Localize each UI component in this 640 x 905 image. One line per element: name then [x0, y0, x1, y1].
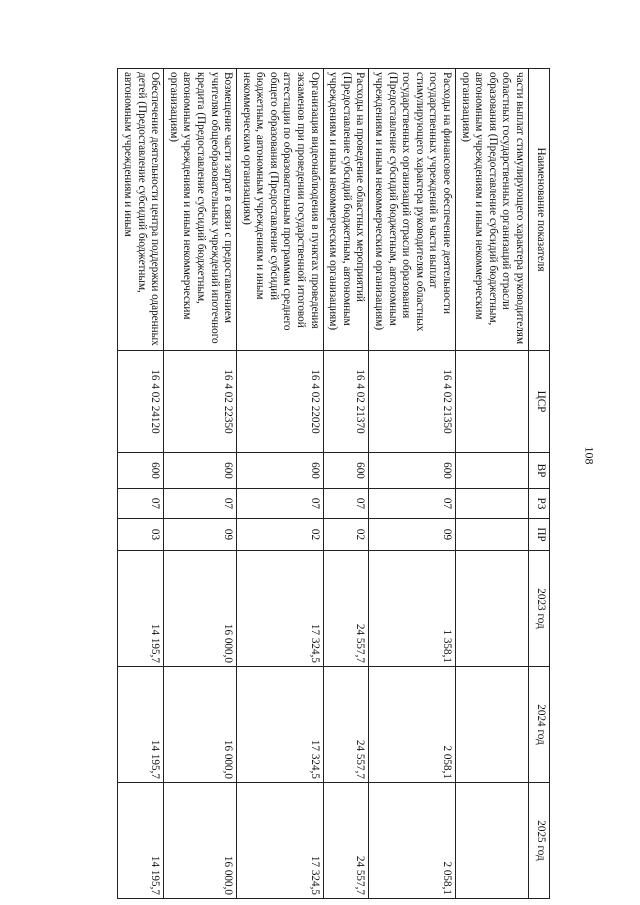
row-vr: 600 — [323, 453, 369, 489]
row-pr: 09 — [369, 519, 456, 551]
row-2023: 24 557,7 — [323, 551, 369, 667]
row-pr — [456, 519, 529, 551]
row-name: части выплат стимулирующего характера руководителям областных государственных организаций отрасли образования (Предоставление субсидий бюджетным, автономным учреждениям и иным некоммерческим организациям) — [456, 69, 529, 351]
header-csr: ЦСР — [529, 351, 550, 453]
row-2024: 14 195,7 — [118, 667, 164, 783]
row-csr: 16 4 02 21370 — [323, 351, 369, 453]
table-row — [118, 69, 164, 899]
table-row — [456, 69, 529, 899]
row-2024: 16 000,0 — [164, 667, 237, 783]
row-2025: 2 058,1 — [369, 783, 456, 899]
row-2023 — [456, 551, 529, 667]
row-rz: 07 — [118, 489, 164, 519]
rotated-budget-table-container — [60, 68, 550, 898]
row-2023: 16 000,0 — [164, 551, 237, 667]
row-2024: 17 324,5 — [237, 667, 324, 783]
row-vr: 600 — [118, 453, 164, 489]
row-name: Организация видеонаблюдения в пунктах проведения экзаменов при проведении государственной итоговой аттестации по образовательным программам среднего общего образования (Предоставление субсидий бюджетным, автономным учреждениям и иным некоммерческим организациям) — [237, 69, 324, 351]
row-rz: 07 — [164, 489, 237, 519]
row-2025: 24 557,7 — [323, 783, 369, 899]
table-row — [164, 69, 237, 899]
header-vr: ВР — [529, 453, 550, 489]
row-csr: 16 4 02 22350 — [164, 351, 237, 453]
row-2024: 2 058,1 — [369, 667, 456, 783]
table-row — [369, 69, 456, 899]
row-2023: 17 324,5 — [237, 551, 324, 667]
row-vr: 600 — [164, 453, 237, 489]
row-2025: 16 000,0 — [164, 783, 237, 899]
row-csr — [456, 351, 529, 453]
row-pr: 02 — [237, 519, 324, 551]
table-row — [237, 69, 324, 899]
row-pr: 02 — [323, 519, 369, 551]
header-name: Наименование показателя — [529, 69, 550, 351]
row-name: Обеспечение деятельности центра поддержки одаренных детей (Предоставление субсидий бюджетным, автономным учреждениям и иным — [118, 69, 164, 351]
header-2024: 2024 год — [529, 667, 550, 783]
row-csr: 16 4 02 22020 — [237, 351, 324, 453]
row-2023: 1 358,1 — [369, 551, 456, 667]
table-header-row — [529, 69, 550, 899]
row-vr: 600 — [369, 453, 456, 489]
row-csr: 16 4 02 21350 — [369, 351, 456, 453]
header-2025: 2025 год — [529, 783, 550, 899]
row-2024: 24 557,7 — [323, 667, 369, 783]
row-2025 — [456, 783, 529, 899]
row-csr: 16 4 02 24120 — [118, 351, 164, 453]
header-rz: РЗ — [529, 489, 550, 519]
page-number: 108 — [582, 446, 597, 465]
row-pr: 09 — [164, 519, 237, 551]
budget-table — [117, 68, 550, 899]
header-2023: 2023 год — [529, 551, 550, 667]
row-rz — [456, 489, 529, 519]
row-2023: 14 195,7 — [118, 551, 164, 667]
row-2025: 14 195,7 — [118, 783, 164, 899]
row-vr — [456, 453, 529, 489]
row-pr: 03 — [118, 519, 164, 551]
row-rz: 07 — [369, 489, 456, 519]
header-pr: ПР — [529, 519, 550, 551]
row-2025: 17 324,5 — [237, 783, 324, 899]
row-name: Расходы на проведение областных мероприятий (Предоставление субсидий бюджетным, автономным учреждениям и иным некоммерческим организациям) — [323, 69, 369, 351]
row-rz: 07 — [237, 489, 324, 519]
row-name: Расходы на финансовое обеспечение деятельности государственных учреждений в части выплат стимулирующего характера руководителям областных государственных организаций отрасли образования (Предоставление субсидий бюджетным, автономным учреждениям и иным некоммерческим организациям) — [369, 69, 456, 351]
row-name: Возмещение части затрат в связи с предоставлением учителям общеобразовательных учреждений ипотечного кредита (Предоставление субсидий бюджетным, автономным учреждениям и иным некоммерческим организациям) — [164, 69, 237, 351]
row-vr: 600 — [237, 453, 324, 489]
table-row — [323, 69, 369, 899]
row-2024 — [456, 667, 529, 783]
row-rz: 07 — [323, 489, 369, 519]
